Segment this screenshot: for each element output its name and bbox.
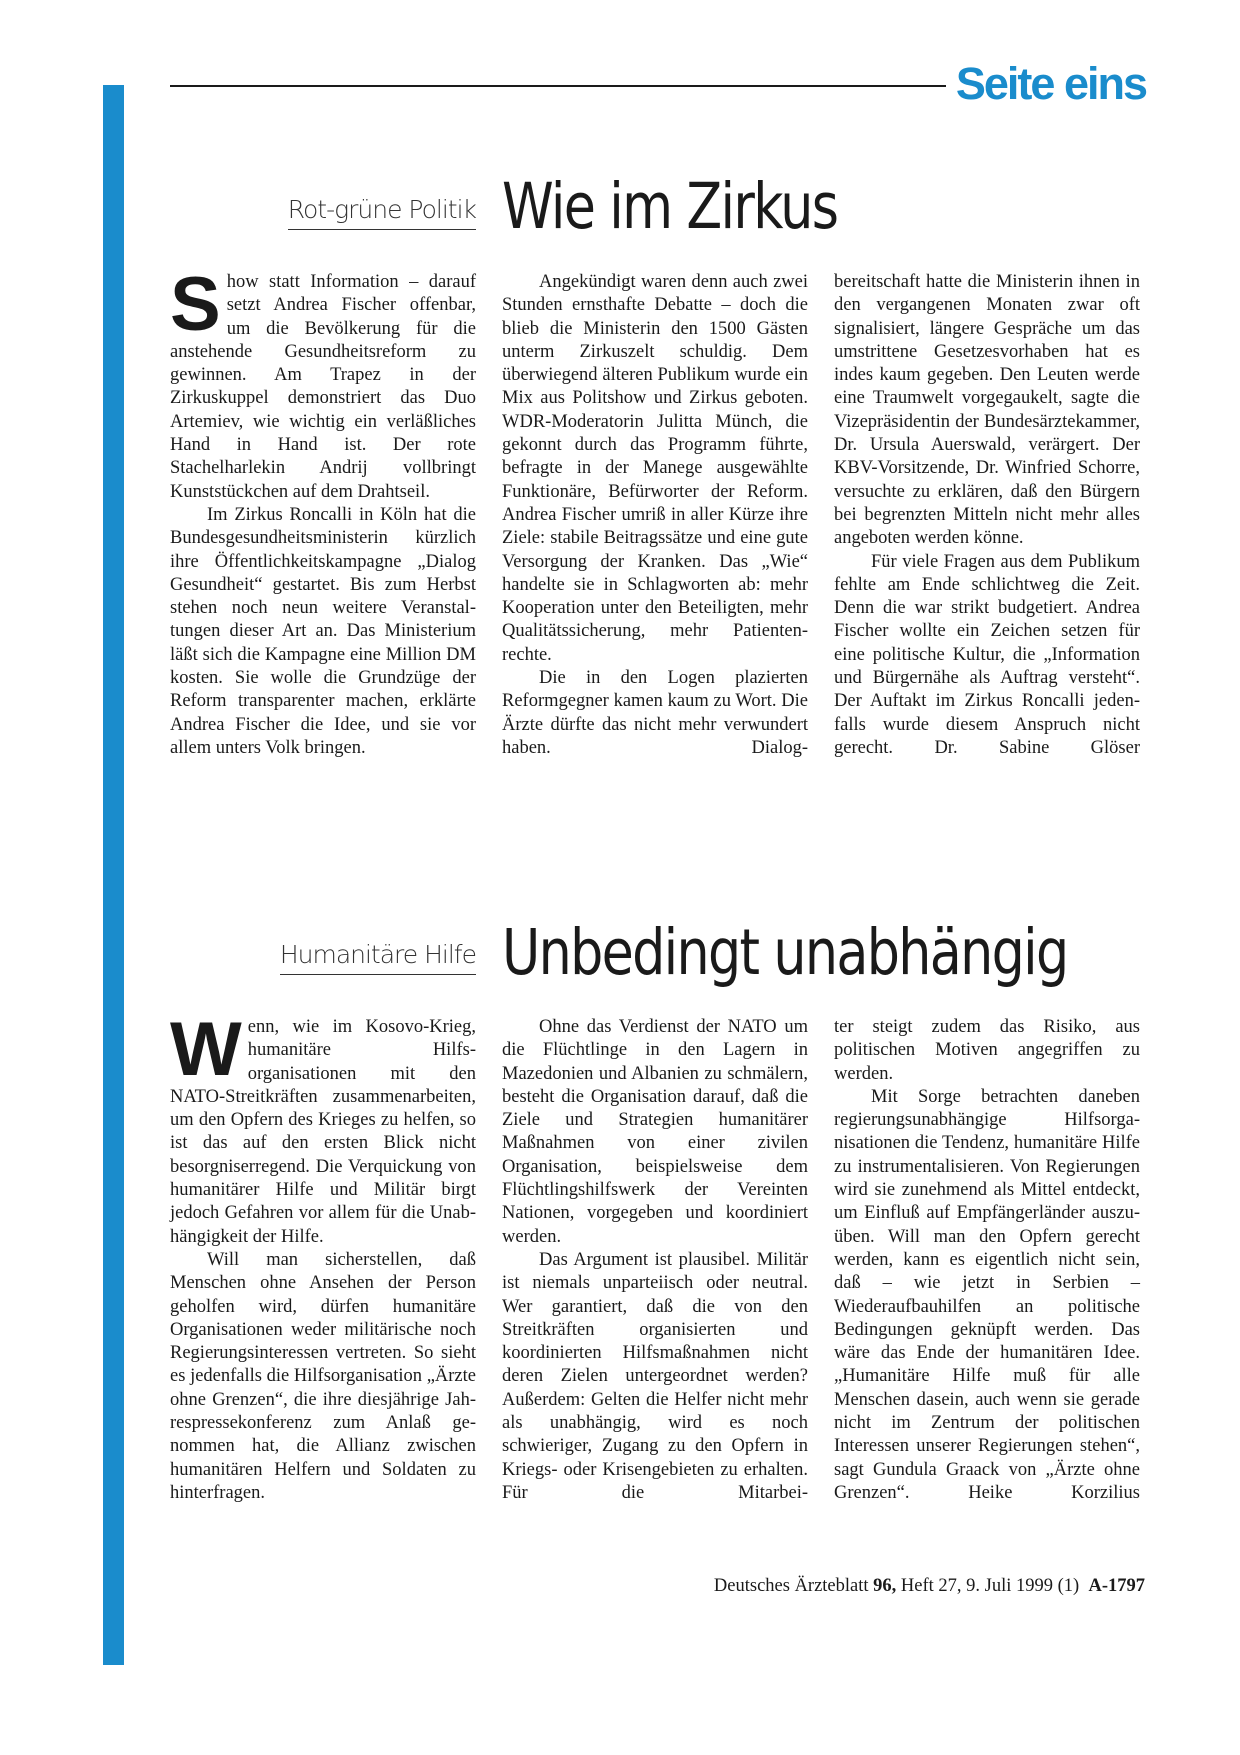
article-2-paragraph: Will man sicherstellen, daß Menschen ohne Ansehen der Person geholfen wird, dürfen humanitäre Organisationen weder militärische noch Regierungsinteressen vertreten. So sieht es jedenfalls die Hilfsorganisation „Ärzte ohne Grenzen“, die ihre diesjährige Jahrespressekonferenz zum Anlaß genommen hat, die Allianz zwischen humanitären Helfern und Soldaten zu hinterfragen.: [170, 1249, 476, 1503]
article-1-kicker-text: Rot-grüne Politik: [288, 195, 476, 230]
article-2-column-1: [170, 1007, 476, 1505]
article-2-paragraph: Ohne das Verdienst der NATO um die Flüchtlinge in den Lagern in Mazedonien und Albanien zu schmälern, besteht die Organisation darauf, daß die Ziele und Strategien humanitärer Maßnahmen von einer zivilen Organisation, beispielsweise dem Flüchtlingshilfswerk der Vereinten Nationen, vorgegeben und koordiniert werden.: [502, 1017, 808, 1247]
footer-journal: Deutsches Ärzteblatt: [713, 1576, 869, 1596]
footer-issue: Heft 27, 9. Juli 1999 (1): [900, 1576, 1080, 1596]
footer-page-number: A-1797: [1088, 1576, 1145, 1596]
section-title: Seite eins: [955, 58, 1146, 109]
article-2-column-2: [502, 1016, 808, 1505]
article-2-paragraph: ter steigt zudem das Risiko, aus politischen Motiven angegriffen zu werden.: [834, 1017, 1140, 1084]
article-1-paragraph: Angekündigt waren denn auch zwei Stunden ernsthafte Debatte – doch die blieb die Ministerin den 1500 Gästen unterm Zirkuszelt schuldig. Dem überwiegend älteren Publikum wurde ein Mix aus Politshow und Zirkus geboten. WDR-Moderatorin Julitta Münch, die gekonnt durch das Programm führte, befragte in der Manege ausgewählte Funktionäre, Befürworter der Reform. Andrea Fischer umriß in aller Kürze ihre Ziele: stabile Beitragssätze und eine gute Versorgung der Kranken. Das „Wie“ handelte sie in Schlagworten ab: mehr Kooperation unter den Beteiligten, mehr Qualitätssicherung, mehr Patientenrechte.: [502, 272, 808, 665]
article-2-paragraph: Das Argument ist plausibel. Militär ist niemals unparteiisch oder neutral. Wer garantiert, daß die von den Streitkräften organisierten und koordinierten Hilfsmaßnahmen nicht deren Zielen untergeordnet werden? Außerdem: Gelten die Helfer nicht mehr als unabhängig, wird es noch schwieriger, Zugang zu den Opfern in Kriegs- oder Krisengebieten zu erhalten. Für die Mitarbei-: [502, 1249, 808, 1503]
article-1-column-2: [502, 271, 808, 760]
article-1-kicker: [170, 195, 476, 230]
article-1-paragraph: bereitschaft hatte die Ministerin ihnen in den vergangenen Monaten zwar oft signalisiert, längere Gespräche um das umstrittene Gesetzesvorhaben hat es indes kaum gegeben. Den Leuten werde eine Traumwelt vorgegaukelt, sagte die Vizepräsidentin der Bundesärztekammer, Dr. Ursula Auerswald, verärgert. Der KBV-Vorsitzende, Dr. Winfried Schorre, versuchte zu erklären, daß den Bürgern bei begrenzten Mitteln nicht mehr alles angeboten werden könne.: [834, 272, 1140, 549]
header-rule: [170, 85, 946, 87]
article-1-paragraph: Die in den Logen plazierten Reformgegner kamen kaum zu Wort. Die Ärzte dürfte das nicht mehr verwundert haben. Dialog-: [502, 668, 808, 758]
article-1-column-3: [834, 271, 1140, 760]
article-2-paragraph: Wenn, wie im Kosovo-Krieg, humanitäre Hilfsorganisationen mit den NATO-Streitkräften zusammenarbeiten, um den Opfern des Krieges zu helfen, so ist das auf den ersten Blick nicht besorgniserregend. Die Verquickung von humanitärer Hilfe und Militär birgt jedoch Gefahren vor allem für die Unabhängigkeit der Hilfe.: [170, 1007, 476, 1247]
footer-volume: 96,: [873, 1576, 897, 1596]
accent-side-bar: [103, 85, 124, 1665]
article-1-paragraph: Im Zirkus Roncalli in Köln hat die Bundesgesundheitsministerin kürzlich ihre Öffentlichkeitskampagne „Dialog Gesundheit“ gestartet. Bis zum Herbst stehen noch neun weitere Veranstaltungen dieser Art an. Das Ministerium läßt sich die Kampagne eine Million DM kosten. Sie wolle die Grundzüge der Reform transparenter machen, erklärte Andrea Fischer die Idee, und sie vor allem unters Volk bringen.: [170, 504, 476, 758]
article-1-headline: Wie im Zirkus: [502, 170, 838, 243]
article-2-kicker-text: Humanitäre Hilfe: [280, 940, 476, 975]
article-1-column-1: [170, 262, 476, 760]
page-footer: [600, 1574, 1145, 1598]
article-1-paragraph-signed: Für viele Fragen aus dem Publikum fehlte am Ende schlichtweg die Zeit. Denn die war strikt budgetiert. Andrea Fischer wollte ein Zeichen setzen für eine politische Kultur, die „Information und Bürgernähe als Auftrag versteht“. Der Auftakt im Zirkus Roncalli jedenfalls wurde diesem Anspruch nicht gerecht. Dr. Sabine Glöser: [834, 551, 1140, 758]
article-1-paragraph: Show statt Information – darauf setzt Andrea Fischer offenbar, um die Bevölkerung für die anstehende Gesundheitsreform zu gewinnen. Am Trapez in der Zirkuskuppel demonstriert das Duo Artemiev, wie wichtig ein verläßliches Hand in Hand ist. Der rote Stachelharlekin Andrij vollbringt Kunststückchen auf dem Drahtseil.: [170, 262, 476, 502]
article-2-column-3: [834, 1016, 1140, 1505]
article-2-kicker: [170, 940, 476, 975]
article-2-paragraph-signed: Mit Sorge betrachten daneben regierungsunabhängige Hilfsorganisationen die Tendenz, humanitäre Hilfe zu instrumentalisieren. Von Regierungen wird sie zunehmend als Mittel entdeckt, um Einfluß auf Empfängerländer auszuüben. Will man den Opfern gerecht werden, kann es eigentlich nicht sein, daß – wie jetzt in Serbien – Wiederaufbauhilfen an politische Bedingungen geknüpft werden. Das wäre das Ende der humanitären Idee. „Humanitäre Hilfe muß für alle Menschen dasein, auch wenn sie gerade nicht im Zentrum der politischen Interessen unserer Regierungen stehen“, sagt Gundula Graack von „Ärzte ohne Grenzen“. Heike Korzilius: [834, 1086, 1140, 1503]
article-2-headline: Unbedingt unabhängig: [502, 916, 1068, 989]
